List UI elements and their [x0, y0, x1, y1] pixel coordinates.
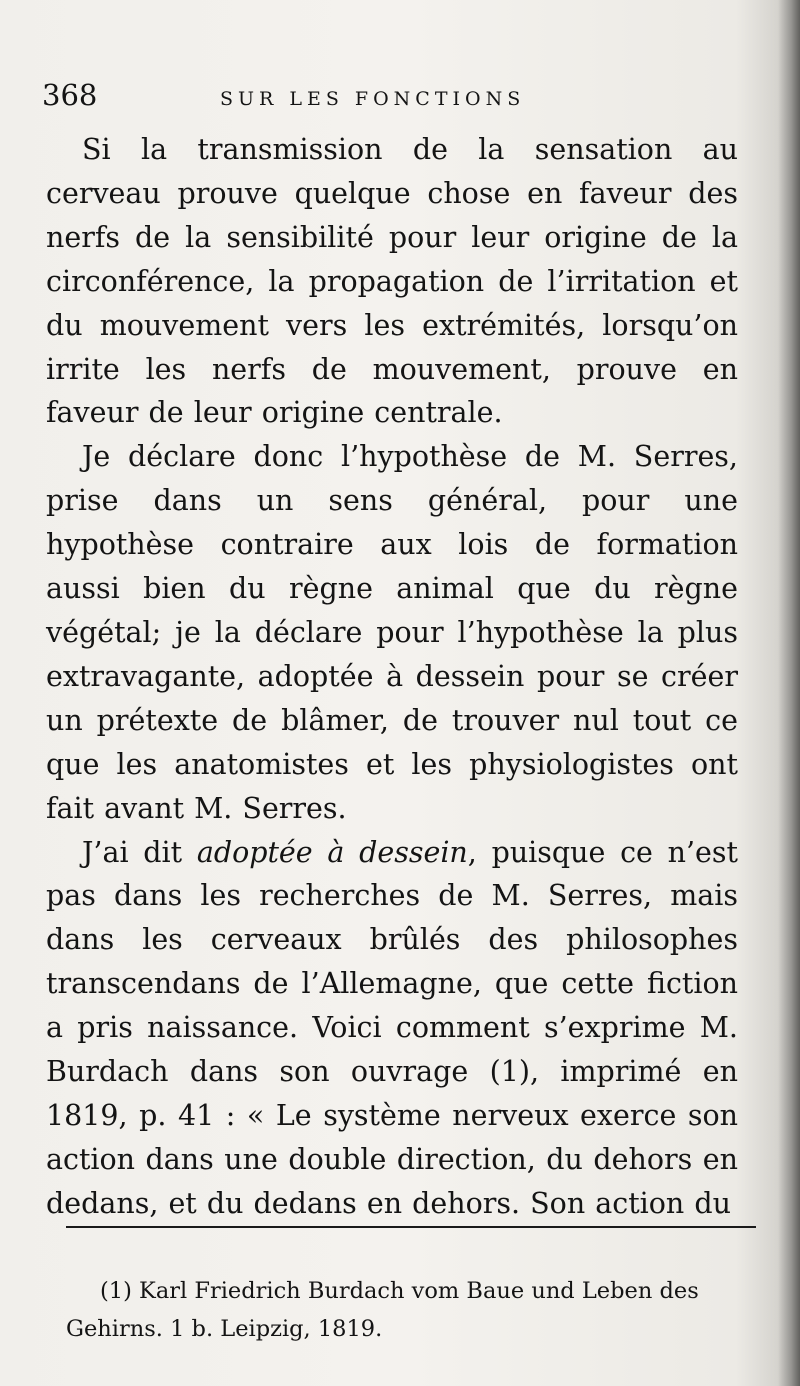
paragraph-3-start: J’ai dit — [82, 835, 183, 869]
paragraph-2: Je déclare donc l’hypothèse de M. Serres, prise dans un sens général, pour une hypothèse contraire aux lois de formation aussi bien du règne animal que du règne végétal; je la déclare pour l’hypothèse la plus extravagante, adoptée à dessein pour se créer un prétexte de blâmer, de trouver nul tout ce que les anatomistes et les physiologistes ont fait avant M. Serres. — [46, 440, 738, 825]
paragraph-3-rest: , puisque ce n’est pas dans les recherches de M. Serres, mais dans les cerveaux brûlés des philosophes transcendans de l’Allemagne, que cette fiction a pris naissance. Voici comment s’exprime M. Burdach dans son ouvrage (1), imprimé en 1819, p. 41 : « Le système nerveux exerce son action dans une double direction, du dehors en dedans, et du dedans en dehors. Son action du — [46, 835, 738, 1220]
page-spine-shadow — [778, 0, 800, 1386]
page-header — [42, 78, 742, 118]
footnote: (1) Karl Friedrich Burdach vom Baue und Leben des Gehirns. 1 b. Leipzig, 1819. — [66, 1278, 699, 1342]
running-head: SUR LES FONCTIONS — [220, 88, 526, 110]
paragraph-3-italic: adoptée à dessein — [196, 835, 468, 869]
paragraph-3 — [46, 831, 738, 1226]
body-text — [46, 128, 738, 1226]
footnote-rule — [66, 1226, 756, 1228]
paragraph-1: Si la transmission de la sensation au cerveau prouve quelque chose en faveur des nerfs de la sensibilité pour leur origine de la circonférence, la propagation de l’irritation et du mouvement vers les extrémités, lorsqu’on irrite les nerfs de mouvement, prouve en faveur de leur origine centrale. — [46, 133, 738, 430]
page-number: 368 — [42, 78, 98, 112]
